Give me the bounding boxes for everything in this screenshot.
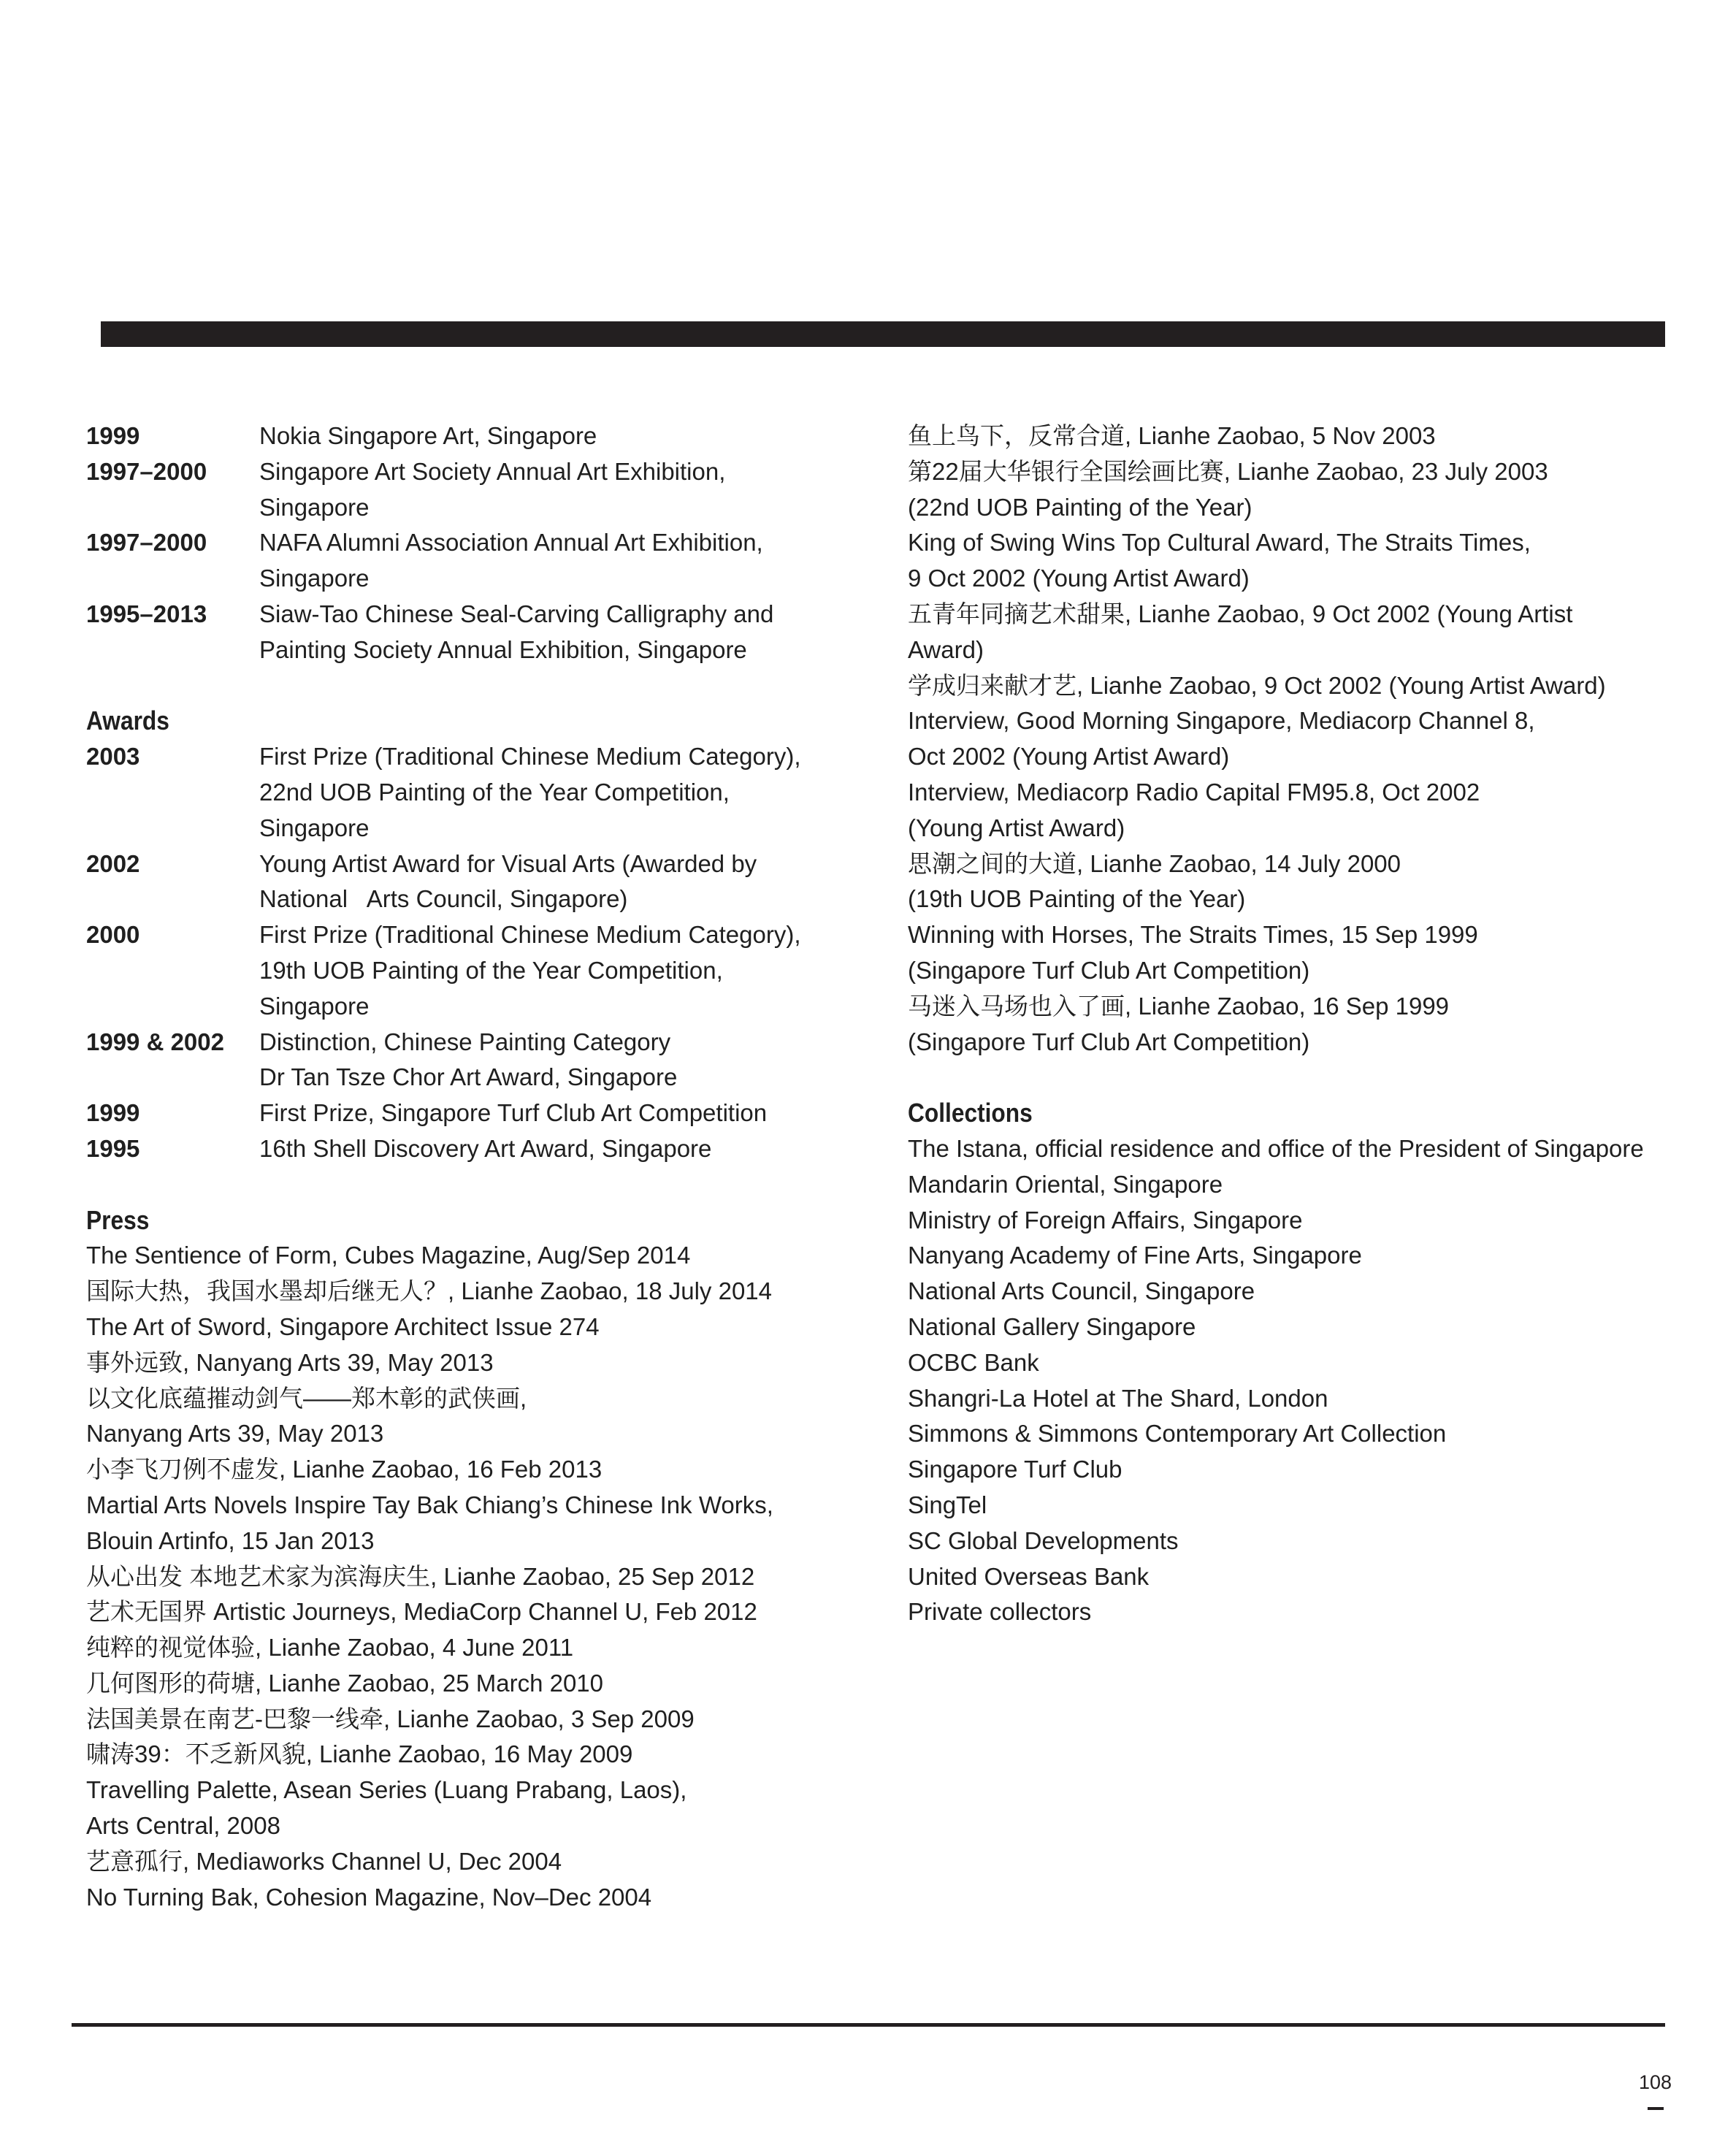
collection-item: National Gallery Singapore [908,1312,1196,1340]
press-list-right [908,418,1667,1060]
exhibition-year: 1995–2013 [86,600,207,627]
press-item: (22nd UOB Painting of the Year) [908,493,1252,521]
award-text: First Prize, Singapore Turf Club Art Competition [259,1099,768,1127]
press-item: Award) [908,635,984,663]
exhibition-year: 1997–2000 [86,529,207,557]
award-text: Distinction, Chinese Painting Category [259,1028,671,1055]
exhibition-text: Singapore [259,493,370,521]
collection-item: Nanyang Academy of Fine Arts, Singapore [908,1242,1362,1269]
press-item: 小李飞刀例不虚发, Lianhe Zaobao, 16 Feb 2013 [86,1456,603,1483]
exhibition-row [86,525,860,597]
press-item: Interview, Mediacorp Radio Capital FM95.8, Oct 2002 [908,778,1480,806]
press-item: 以文化底蕴摧动剑气——郑木彰的武侠画, [86,1384,527,1412]
press-item: 艺术无国界 Artistic Journeys, MediaCorp Channel U, Feb 2012 [86,1598,757,1626]
award-text: 19th UOB Painting of the Year Competition, [259,956,723,984]
exhibition-row [86,418,860,454]
award-text: First Prize (Traditional Chinese Medium Category), [259,921,801,949]
press-item: 第22届大华银行全国绘画比赛, Lianhe Zaobao, 23 July 2003 [908,457,1548,485]
awards-list [86,739,860,1167]
exhibition-text: NAFA Alumni Association Annual Art Exhibition, [259,529,763,557]
exhibition-text: Singapore Art Society Annual Art Exhibition, [259,457,726,485]
collection-item: Simmons & Simmons Contemporary Art Collection [908,1420,1447,1448]
collections-list [908,1131,1667,1630]
exhibition-text: Painting Society Annual Exhibition, Singapore [259,635,747,663]
press-item: 从心出发 本地艺术家为滨海庆生, Lianhe Zaobao, 25 Sep 2012 [86,1562,755,1590]
award-row [86,846,860,918]
right-column [908,418,1667,1630]
award-text: Dr Tan Tsze Chor Art Award, Singapore [259,1063,678,1091]
exhibition-year: 1997–2000 [86,457,207,485]
award-row [86,1025,860,1096]
press-item: 事外远致, Nanyang Arts 39, May 2013 [86,1348,494,1376]
award-text: First Prize (Traditional Chinese Medium Category), [259,743,801,771]
press-item: No Turning Bak, Cohesion Magazine, Nov–Dec 2004 [86,1883,652,1911]
press-item: 学成归来献才艺, Lianhe Zaobao, 9 Oct 2002 (Young Artist Award) [908,671,1606,699]
press-item: Nanyang Arts 39, May 2013 [86,1420,384,1448]
footer-rule [72,2023,1665,2027]
collection-item: The Istana, official residence and office of the President of Singapore [908,1134,1644,1162]
press-item: 法国美景在南艺-巴黎一线牵, Lianhe Zaobao, 3 Sep 2009 [86,1705,695,1732]
press-item: 思潮之间的大道, Lianhe Zaobao, 14 July 2000 [908,849,1401,877]
award-text: Singapore [259,814,370,841]
award-text: Singapore [259,992,370,1020]
press-item: 鱼上鸟下，反常合道, Lianhe Zaobao, 5 Nov 2003 [908,422,1436,449]
exhibition-text: Nokia Singapore Art, Singapore [259,422,597,449]
award-year: 2002 [86,849,140,877]
award-row [86,739,860,846]
press-item: King of Swing Wins Top Cultural Award, The Straits Times, [908,529,1531,557]
exhibition-row [86,454,860,526]
press-item: (Young Artist Award) [908,814,1125,841]
collection-item: Shangri-La Hotel at The Shard, London [908,1384,1328,1412]
award-text: 16th Shell Discovery Art Award, Singapore [259,1134,712,1162]
award-row [86,1096,860,1131]
press-item: Arts Central, 2008 [86,1812,280,1840]
press-item: 艺意孤行, Mediaworks Channel U, Dec 2004 [86,1847,562,1875]
press-item: Winning with Horses, The Straits Times, 15 Sep 1999 [908,921,1478,949]
press-item: 五青年同摘艺术甜果, Lianhe Zaobao, 9 Oct 2002 (Young Artist [908,600,1573,627]
press-item: The Art of Sword, Singapore Architect Issue 274 [86,1312,600,1340]
collection-item: United Overseas Bank [908,1562,1150,1590]
press-item: Martial Arts Novels Inspire Tay Bak Chiang’s Chinese Ink Works, [86,1491,773,1518]
collection-item: OCBC Bank [908,1348,1039,1376]
award-year: 1999 & 2002 [86,1028,224,1055]
awards-heading: Awards [86,706,169,736]
award-year: 1995 [86,1134,140,1162]
award-year: 2003 [86,743,140,771]
press-item: 啸涛39：不乏新风貌, Lianhe Zaobao, 16 May 2009 [86,1740,633,1768]
collection-item: SC Global Developments [908,1526,1179,1554]
press-item: 马迷入马场也入了画, Lianhe Zaobao, 16 Sep 1999 [908,992,1450,1020]
header-bar [101,321,1665,347]
press-item: Oct 2002 (Young Artist Award) [908,743,1230,771]
press-item: 几何图形的荷塘, Lianhe Zaobao, 25 March 2010 [86,1669,604,1697]
press-item: 纯粹的视觉体验, Lianhe Zaobao, 4 June 2011 [86,1634,574,1662]
press-item: 9 Oct 2002 (Young Artist Award) [908,565,1250,592]
exhibition-year: 1999 [86,422,140,449]
press-item: Blouin Artinfo, 15 Jan 2013 [86,1526,375,1554]
press-item: (Singapore Turf Club Art Competition) [908,956,1310,984]
exhibitions-list [86,418,860,668]
award-row [86,917,860,1024]
exhibition-text: Siaw-Tao Chinese Seal-Carving Calligraphy and [259,600,774,627]
award-text: 22nd UOB Painting of the Year Competition, [259,778,730,806]
left-column [86,418,860,1915]
exhibition-row [86,597,860,668]
collection-item: Private collectors [908,1598,1092,1626]
press-item: Interview, Good Morning Singapore, Mediacorp Channel 8, [908,707,1535,735]
press-item: (19th UOB Painting of the Year) [908,885,1246,913]
press-list-left [86,1238,860,1915]
press-heading: Press [86,1204,150,1235]
collections-heading: Collections [908,1098,1033,1128]
press-item: Travelling Palette, Asean Series (Luang Prabang, Laos), [86,1776,687,1804]
page-number-dash [1648,2107,1664,2110]
collection-item: Singapore Turf Club [908,1456,1122,1483]
collection-item: National Arts Council, Singapore [908,1277,1255,1305]
collection-item: SingTel [908,1491,987,1518]
award-year: 1999 [86,1099,140,1127]
award-text: Young Artist Award for Visual Arts (Awarded by [259,849,757,877]
press-item: 国际大热，我国水墨却后继无人？, Lianhe Zaobao, 18 July 2014 [86,1277,773,1305]
collection-item: Mandarin Oriental, Singapore [908,1170,1223,1198]
press-item: The Sentience of Form, Cubes Magazine, Aug/Sep 2014 [86,1242,691,1269]
page-number: 108 [1639,2071,1672,2093]
award-year: 2000 [86,921,140,949]
award-text: National Arts Council, Singapore) [259,885,628,913]
press-item: (Singapore Turf Club Art Competition) [908,1028,1310,1055]
collection-item: Ministry of Foreign Affairs, Singapore [908,1206,1303,1234]
exhibition-text: Singapore [259,565,370,592]
award-row [86,1131,860,1167]
